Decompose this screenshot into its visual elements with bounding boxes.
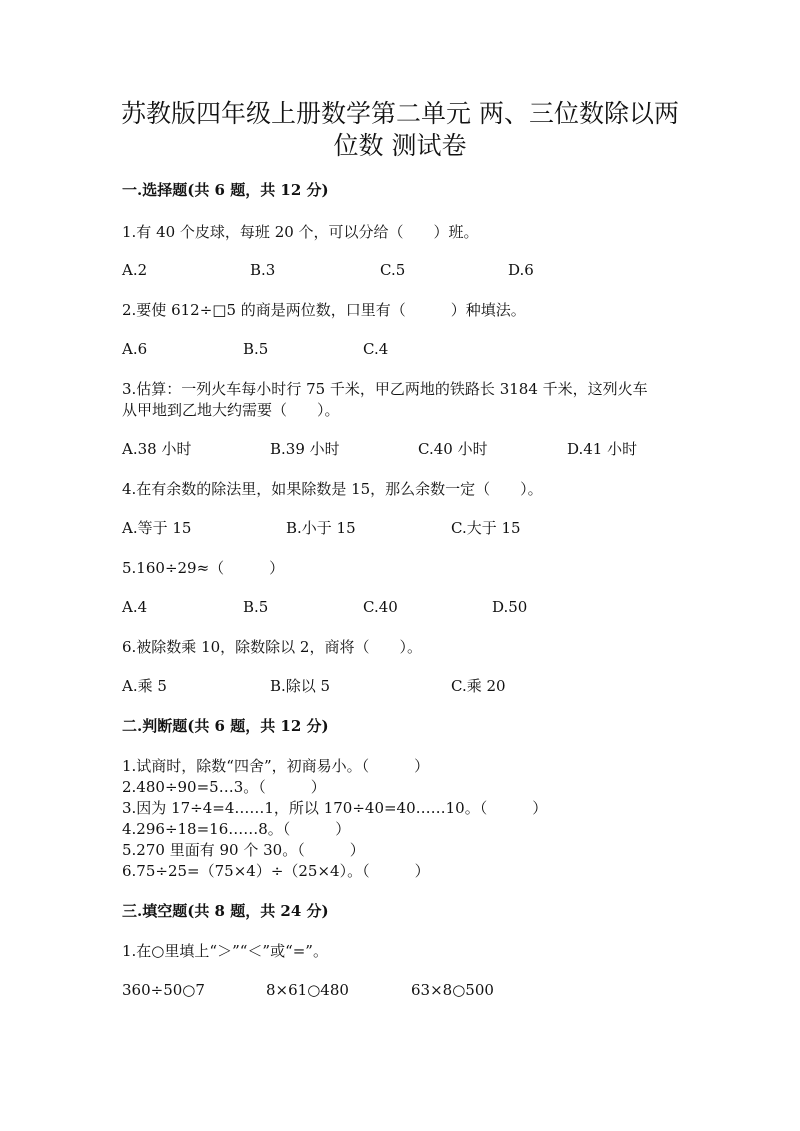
choice-question-3-line-1: 3.估算：一列火车每小时行 75 千米，甲乙两地的铁路长 3184 千米，这列火车 bbox=[122, 380, 648, 398]
choice-2-option-c: C.4 bbox=[363, 340, 389, 358]
section-heading-judge: 二.判断题(共 6 题，共 12 分) bbox=[122, 717, 329, 735]
section-heading-fill: 三.填空题(共 8 题，共 24 分) bbox=[122, 902, 329, 920]
choice-question-3-line-2: 从甲地到乙地大约需要（ ）。 bbox=[122, 401, 340, 419]
choice-3-option-b: B.39 小时 bbox=[270, 440, 340, 458]
choice-1-option-c: C.5 bbox=[380, 261, 406, 279]
choice-6-option-c: C.乘 20 bbox=[451, 677, 506, 695]
choice-4-option-b: B.小于 15 bbox=[286, 519, 356, 537]
choice-3-option-d: D.41 小时 bbox=[567, 440, 638, 458]
choice-question-4: 4.在有余数的除法里，如果除数是 15，那么余数一定（ ）。 bbox=[122, 480, 543, 498]
choice-4-option-c: C.大于 15 bbox=[451, 519, 521, 537]
judge-item-6: 6.75÷25=（75×4）÷（25×4）。（ ） bbox=[122, 862, 430, 880]
section-heading-choice: 一.选择题(共 6 题，共 12 分) bbox=[122, 181, 329, 199]
fill-question-1: 1.在○里填上“＞”“＜”或“=”。 bbox=[122, 942, 328, 960]
choice-3-option-a: A.38 小时 bbox=[122, 440, 192, 458]
choice-5-option-b: B.5 bbox=[243, 598, 269, 616]
fill-item-2: 8×61○480 bbox=[266, 981, 349, 999]
judge-item-2: 2.480÷90=5…3。（ ） bbox=[122, 778, 326, 796]
choice-4-option-a: A.等于 15 bbox=[122, 519, 192, 537]
page-title-line-2: 位数 测试卷 bbox=[333, 131, 467, 160]
choice-1-option-b: B.3 bbox=[250, 261, 276, 279]
judge-item-3: 3.因为 17÷4=4……1，所以 170÷40=40……10。（ ） bbox=[122, 799, 548, 817]
choice-5-option-a: A.4 bbox=[122, 598, 148, 616]
page-title-line-1: 苏教版四年级上册数学第二单元 两、三位数除以两 bbox=[121, 99, 679, 128]
choice-6-option-a: A.乘 5 bbox=[122, 677, 167, 695]
choice-1-option-d: D.6 bbox=[508, 261, 534, 279]
choice-5-option-c: C.40 bbox=[363, 598, 398, 616]
choice-3-option-c: C.40 小时 bbox=[418, 440, 488, 458]
choice-6-option-b: B.除以 5 bbox=[270, 677, 331, 695]
choice-question-5: 5.160÷29≈（ ） bbox=[122, 559, 285, 577]
choice-2-option-a: A.6 bbox=[122, 340, 148, 358]
choice-2-option-b: B.5 bbox=[243, 340, 269, 358]
choice-1-option-a: A.2 bbox=[122, 261, 148, 279]
choice-question-1: 1.有 40 个皮球，每班 20 个，可以分给（ ）班。 bbox=[122, 223, 479, 241]
fill-item-1: 360÷50○7 bbox=[122, 981, 205, 999]
choice-question-2: 2.要使 612÷□5 的商是两位数，口里有（ ）种填法。 bbox=[122, 301, 526, 319]
fill-item-3: 63×8○500 bbox=[411, 981, 494, 999]
judge-item-4: 4.296÷18=16……8。（ ） bbox=[122, 820, 351, 838]
choice-5-option-d: D.50 bbox=[492, 598, 528, 616]
choice-question-6: 6.被除数乘 10，除数除以 2，商将（ ）。 bbox=[122, 638, 422, 656]
judge-item-5: 5.270 里面有 90 个 30。（ ） bbox=[122, 841, 365, 859]
judge-item-1: 1.试商时，除数“四舍”，初商易小。（ ） bbox=[122, 757, 430, 775]
